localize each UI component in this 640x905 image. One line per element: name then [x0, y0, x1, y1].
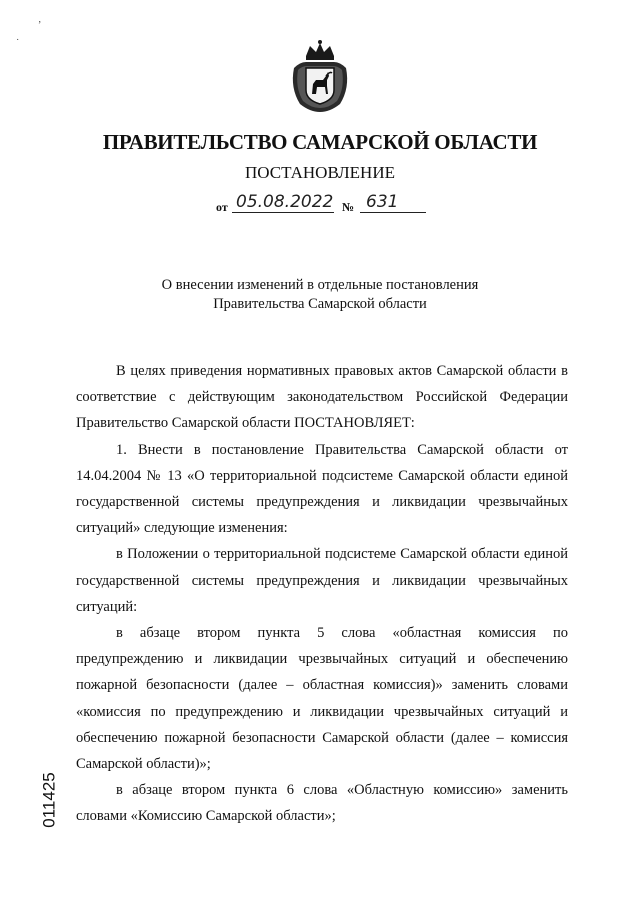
- scan-mark: ‚: [38, 14, 42, 25]
- paragraph: в абзаце втором пункта 5 слова «областная комиссия по предупреждению и ликвидации чрезвычайных ситуаций и обеспечению пожарной безопасности (далее – областная комиссия)» заменить словами «комиссия по предупреждению и ликвидации чрезвычайных ситуаций и обеспечению пожарной безопасности Самарской области (далее – комиссия Самарской области)»;: [76, 625, 568, 773]
- paragraph: в Положении о территориальной подсистеме Самарской области единой государственной системы предупреждения и ликвидации чрезвычайных ситуаций:: [76, 546, 568, 615]
- crown-icon: [306, 40, 334, 60]
- number-label: №: [342, 200, 355, 214]
- scan-mark: ˙: [16, 38, 20, 49]
- document-body: [76, 358, 568, 830]
- paragraph: В целях приведения нормативных правовых актов Самарской области в соответствие с действующим законодательством Российской Федерации Правительство Самарской области ПОСТАНОВЛЯЕТ:: [76, 363, 568, 432]
- registration-number: [36, 770, 64, 830]
- document-subject: [120, 276, 520, 314]
- date-label: от: [216, 200, 228, 214]
- document-type: ПОСТАНОВЛЕНИЕ: [244, 163, 395, 182]
- document-date-number: [0, 192, 640, 218]
- number-value: 631: [366, 192, 399, 212]
- subject-line: Правительства Самарской области: [213, 296, 427, 312]
- date-underline: [232, 212, 334, 213]
- paragraph: 1. Внести в постановление Правительства Самарской области от 14.04.2004 № 13 «О территориальной подсистеме Самарской области единой государственной системы предупреждения и ликвидации чрезвычайных ситуаций» следующие изменения:: [76, 441, 568, 537]
- paragraph: в абзаце втором пункта 6 слова «Областную комиссию» заменить словами «Комиссию Самарской области»;: [76, 782, 568, 825]
- date-value: 05.08.2022: [236, 192, 334, 212]
- coat-of-arms-emblem: [286, 38, 354, 114]
- government-title: ПРАВИТЕЛЬСТВО САМАРСКОЙ ОБЛАСТИ: [102, 130, 538, 154]
- subject-line: О внесении изменений в отдельные постановления: [161, 277, 479, 293]
- registration-number-text: 011425: [40, 772, 59, 828]
- number-underline: [360, 212, 426, 213]
